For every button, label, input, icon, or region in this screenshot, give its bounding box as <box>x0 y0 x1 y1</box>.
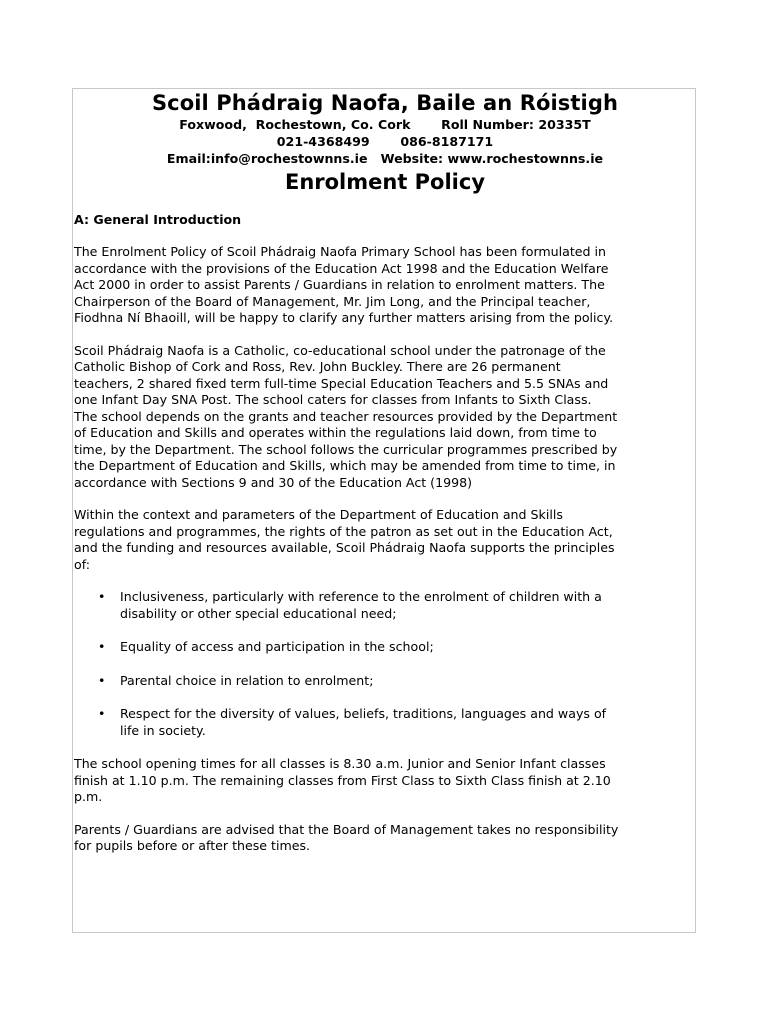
text-line: life in society. <box>120 722 206 738</box>
text-line: Catholic Bishop of Cork and Ross, Rev. John Buckley. There are 26 permanent <box>74 359 561 374</box>
text-line: Act 2000 in order to assist Parents / Guardians in relation to enrolment matters. The <box>74 277 605 292</box>
section-heading: A: General Introduction <box>74 212 242 227</box>
text-line: of: <box>74 556 90 572</box>
text-line: one Infant Day SNA Post. The school caters for classes from Infants to Sixth Class. <box>74 392 592 407</box>
text-line: and the funding and resources available, Scoil Phádraig Naofa supports the principles <box>74 540 615 555</box>
text-line: Parental choice in relation to enrolment; <box>120 672 374 688</box>
text-line: Respect for the diversity of values, beliefs, traditions, languages and ways of <box>120 706 607 721</box>
text-line: for pupils before or after these times. <box>74 838 311 853</box>
paragraph-opening-times <box>74 756 696 806</box>
text-line: disability or other special educational need; <box>120 605 397 621</box>
text-line: p.m. <box>74 789 103 804</box>
text-line: Scoil Phádraig Naofa is a Catholic, co-educational school under the patronage of the <box>74 342 606 358</box>
bullet-icon: • <box>98 589 106 604</box>
paragraph-principles <box>74 507 696 573</box>
text-line: The school depends on the grants and teacher resources provided by the Department <box>74 408 618 424</box>
text-line: finish at 1.10 p.m. The remaining classes from First Class to Sixth Class finish at 2.10 <box>74 772 611 788</box>
document-content <box>74 90 696 855</box>
text-line: time, by the Department. The school follows the curricular programmes prescribed by <box>74 441 618 457</box>
school-phone: 021-4368499 086-8187171 <box>276 134 494 149</box>
paragraph-introduction <box>74 244 696 327</box>
text-line: regulations and programmes, the rights of the patron as set out in the Education Act, <box>74 523 613 539</box>
page-title: Enrolment Policy <box>284 170 486 194</box>
text-line: The Enrolment Policy of Scoil Phádraig Naofa Primary School has been formulated in <box>74 244 607 259</box>
list-item <box>74 589 696 622</box>
text-line: the Department of Education and Skills, which may be amended from time to time, in <box>74 458 616 473</box>
list-item <box>74 639 696 656</box>
school-name: Scoil Phádraig Naofa, Baile an Róistigh <box>151 91 619 115</box>
paragraph-responsibility <box>74 822 696 855</box>
paragraph-school-profile <box>74 343 696 492</box>
text-line: Fiodhna Ní Bhaoill, will be happy to clarify any further matters arising from the policy. <box>74 310 614 325</box>
list-item <box>74 706 696 739</box>
school-address: Foxwood, Rochestown, Co. Cork Roll Number: 20335T <box>179 117 591 132</box>
text-line: Equality of access and participation in the school; <box>120 639 434 654</box>
text-line: accordance with the provisions of the Education Act 1998 and the Education Welfare <box>74 260 609 276</box>
text-line: accordance with Sections 9 and 30 of the Education Act (1998) <box>74 474 473 490</box>
principles-list <box>74 589 696 739</box>
text-line: Parents / Guardians are advised that the Board of Management takes no responsibility <box>74 821 619 837</box>
bullet-icon: • <box>98 639 106 654</box>
bullet-icon: • <box>98 672 106 688</box>
bullet-icon: • <box>98 706 106 721</box>
text-line: Chairperson of the Board of Management, Mr. Jim Long, and the Principal teacher, <box>74 293 591 309</box>
text-line: Within the context and parameters of the Department of Education and Skills <box>74 507 563 522</box>
text-line: Inclusiveness, particularly with reference to the enrolment of children with a <box>120 589 602 604</box>
text-line: of Education and Skills and operates within the regulations laid down, from time to <box>74 425 597 440</box>
school-contact: Email:info@rochestownns.ie Website: www.rochestownns.ie <box>166 151 604 166</box>
text-line: The school opening times for all classes is 8.30 a.m. Junior and Senior Infant classes <box>74 756 606 771</box>
list-item <box>74 673 696 690</box>
text-line: teachers, 2 shared fixed term full-time Special Education Teachers and 5.5 SNAs and <box>74 375 609 391</box>
